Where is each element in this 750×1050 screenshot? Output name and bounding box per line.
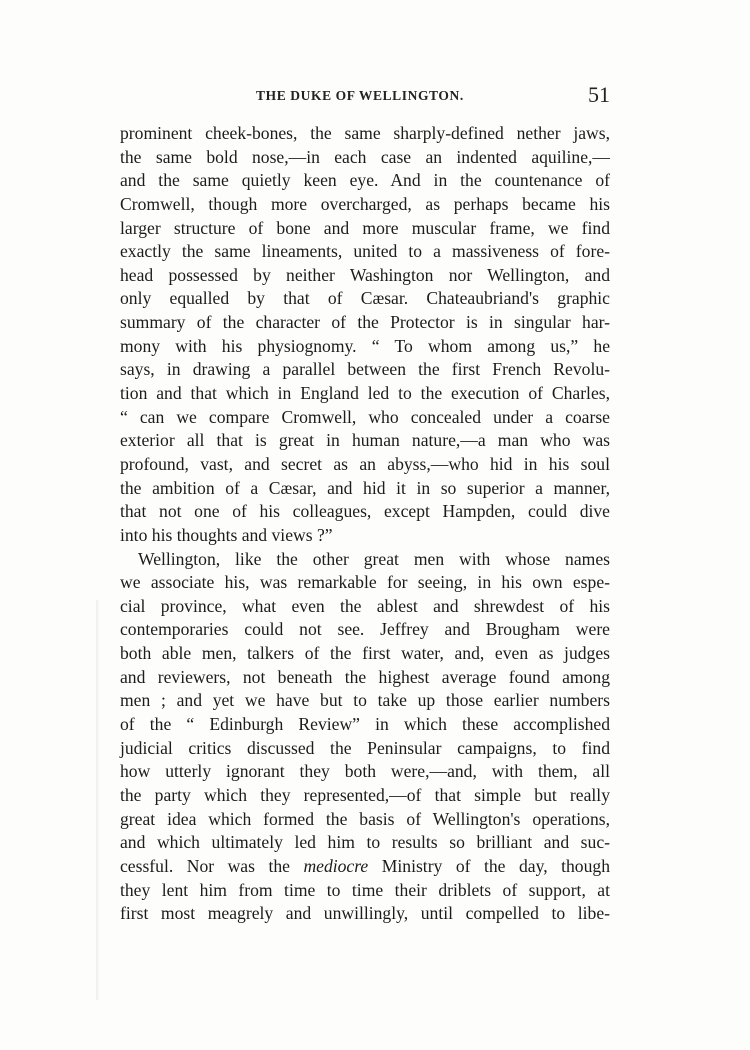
- text-line: head possessed by neither Washington nor Wellington, and: [120, 264, 610, 285]
- text-line: the party which they represented,—of that simple but really: [120, 784, 610, 805]
- text-segment: Ministry of the day, though: [368, 855, 610, 876]
- text-line: both able men, talkers of the first water, and, even as judges: [120, 643, 610, 664]
- text-line: mony with his physiognomy. “ To whom among us,” he: [120, 335, 610, 356]
- text-line: they lent him from time to time their driblets of support, at: [120, 879, 610, 900]
- text-line: the same bold nose,—in each case an indented aquiline,—: [120, 146, 610, 167]
- text-line: first most meagrely and unwillingly, until compelled to libe-: [120, 903, 610, 924]
- text-line: of the “ Edinburgh Review” in which these accomplished: [120, 714, 610, 735]
- text-line: that not one of his colleagues, except Hampden, could dive: [120, 501, 610, 522]
- text-line: summary of the character of the Protector is in singular har-: [120, 312, 610, 333]
- text-line: prominent cheek-bones, the same sharply-defined nether jaws,: [120, 123, 610, 143]
- page-edge-shadow: [96, 600, 100, 1000]
- paragraph-2: [120, 548, 610, 926]
- paragraph-1: [120, 122, 610, 548]
- body-text: [120, 122, 610, 926]
- page-number: 51: [588, 82, 610, 107]
- running-head: [120, 82, 610, 110]
- text-line: exterior all that is great in human nature,—a man who was: [120, 430, 610, 451]
- text-line: great idea which formed the basis of Wellington's operations,: [120, 808, 610, 829]
- running-head-title: THE DUKE OF WELLINGTON.: [256, 88, 464, 103]
- text-line: profound, vast, and secret as an abyss,—who hid in his soul: [120, 453, 610, 474]
- text-line: exactly the same lineaments, united to a massiveness of fore-: [120, 241, 610, 262]
- text-line: judicial critics discussed the Peninsular campaigns, to find: [120, 737, 610, 758]
- text-line: how utterly ignorant they both were,—and, with them, all: [120, 761, 610, 782]
- text-line-with-italic: [120, 855, 610, 879]
- text-line: larger structure of bone and more muscular frame, we find: [120, 217, 610, 238]
- text-line: and reviewers, not beneath the highest average found among: [120, 666, 610, 687]
- text-line: says, in drawing a parallel between the first French Revolu-: [120, 359, 610, 380]
- text-line: “ can we compare Cromwell, who concealed under a coarse: [120, 406, 610, 427]
- text-line: and the same quietly keen eye. And in the countenance of: [120, 170, 610, 191]
- italic-word: mediocre: [303, 855, 369, 876]
- text-line: we associate his, was remarkable for seeing, in his own espe-: [120, 572, 610, 593]
- text-line: and which ultimately led him to results so brilliant and suc-: [120, 832, 610, 853]
- text-line: cial province, what even the ablest and shrewdest of his: [120, 595, 610, 616]
- text-line: Wellington, like the other great men with whose names: [138, 548, 610, 569]
- text-segment: cessful. Nor was the: [120, 855, 304, 876]
- text-line: tion and that which in England led to the execution of Charles,: [120, 383, 610, 404]
- text-line: into his thoughts and views ?”: [120, 524, 333, 545]
- text-line: men ; and yet we have but to take up those earlier numbers: [120, 690, 610, 711]
- text-line: Cromwell, though more overcharged, as perhaps became his: [120, 193, 610, 214]
- text-line: contemporaries could not see. Jeffrey and Brougham were: [120, 619, 610, 640]
- text-line: only equalled by that of Cæsar. Chateaubriand's graphic: [120, 288, 610, 309]
- text-line: the ambition of a Cæsar, and hid it in so superior a manner,: [120, 477, 610, 498]
